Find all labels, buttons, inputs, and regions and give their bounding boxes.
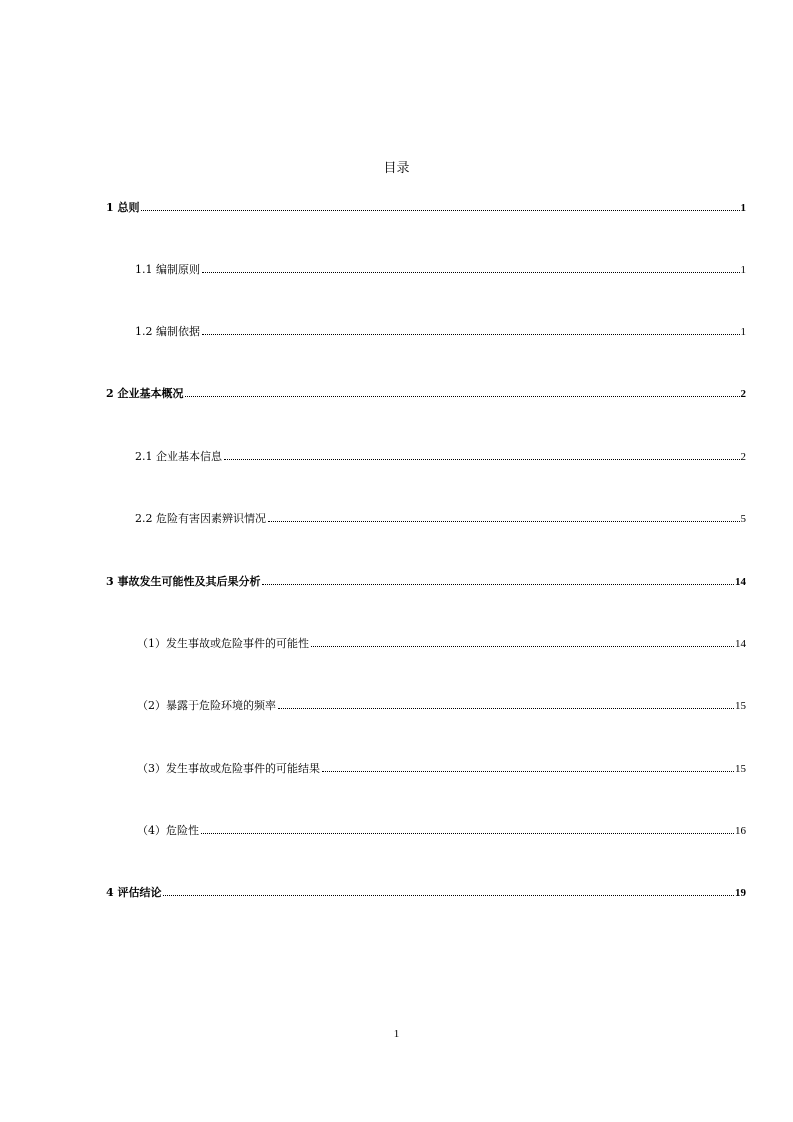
toc-entry[interactable] bbox=[135, 263, 746, 277]
toc-entry[interactable] bbox=[135, 512, 746, 526]
toc-entry-page: 14 bbox=[735, 576, 746, 588]
toc-entry-label: 3 事故发生可能性及其后果分析 bbox=[106, 575, 261, 588]
toc-entry-label: 1.2 编制依据 bbox=[135, 325, 200, 338]
dot-leader bbox=[201, 833, 734, 834]
toc-entry-page: 2 bbox=[740, 451, 746, 463]
toc-entry-page: 1 bbox=[740, 264, 746, 276]
toc-entry-page: 15 bbox=[735, 700, 746, 712]
dot-leader bbox=[224, 459, 740, 460]
toc-entry-page: 15 bbox=[735, 763, 746, 775]
toc-entry[interactable] bbox=[137, 762, 746, 776]
dot-leader bbox=[163, 895, 734, 896]
toc-entry-label: （4）危险性 bbox=[137, 824, 199, 837]
toc-entry-page: 2 bbox=[740, 388, 746, 400]
toc-entry[interactable] bbox=[106, 886, 746, 900]
dot-leader bbox=[278, 708, 734, 709]
toc-entry[interactable] bbox=[106, 201, 746, 215]
dot-leader bbox=[185, 396, 739, 397]
toc-entry-page: 14 bbox=[735, 638, 746, 650]
toc-entry[interactable] bbox=[137, 824, 746, 838]
dot-leader bbox=[202, 334, 740, 335]
page-number: 1 bbox=[393, 1028, 400, 1040]
toc-entry[interactable] bbox=[106, 387, 746, 401]
toc-entry-page: 1 bbox=[740, 326, 746, 338]
toc-entry-label: 2.1 企业基本信息 bbox=[135, 450, 222, 463]
toc-title: 目录 bbox=[383, 161, 410, 176]
toc-entry-page: 1 bbox=[740, 202, 746, 214]
toc-entry[interactable] bbox=[137, 637, 746, 651]
toc-entry[interactable] bbox=[135, 325, 746, 339]
dot-leader bbox=[268, 521, 740, 522]
toc-entry-label: （2）暴露于危险环境的频率 bbox=[137, 699, 276, 712]
dot-leader bbox=[311, 646, 734, 647]
toc-entry-page: 5 bbox=[740, 513, 746, 525]
dot-leader bbox=[262, 584, 734, 585]
toc-entry[interactable] bbox=[106, 575, 746, 589]
toc-entry-label: （1）发生事故或危险事件的可能性 bbox=[137, 637, 309, 650]
dot-leader bbox=[322, 771, 734, 772]
toc-entry-label: 1 总则 bbox=[106, 201, 140, 214]
toc-entry-label: 4 评估结论 bbox=[106, 886, 162, 899]
toc-entry-page: 19 bbox=[735, 887, 746, 899]
toc-entry-page: 16 bbox=[735, 825, 746, 837]
toc-entry-label: 1.1 编制原则 bbox=[135, 263, 200, 276]
toc-entry[interactable] bbox=[135, 450, 746, 464]
dot-leader bbox=[202, 272, 740, 273]
toc-entry-label: 2.2 危险有害因素辨识情况 bbox=[135, 512, 266, 525]
toc-entry[interactable] bbox=[137, 699, 746, 713]
toc-entry-label: 2 企业基本概况 bbox=[106, 387, 184, 400]
toc-entry-label: （3）发生事故或危险事件的可能结果 bbox=[137, 762, 320, 775]
dot-leader bbox=[141, 210, 739, 211]
